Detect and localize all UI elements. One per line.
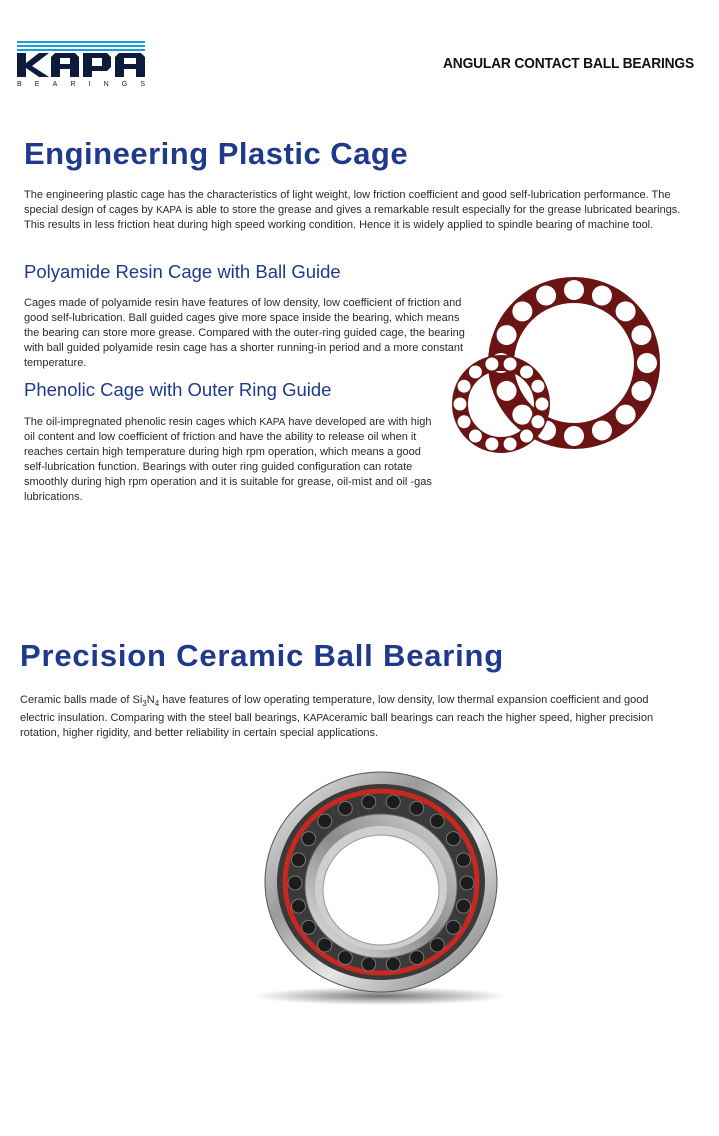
section-title-plastic-cage: Engineering Plastic Cage xyxy=(24,136,409,171)
phenolic-text-1: The oil-impregnated phenolic resin cages which xyxy=(24,416,260,428)
ceramic-bearing-photo xyxy=(250,770,512,1010)
ceramic-text-1: Ceramic balls made of Si xyxy=(20,694,143,706)
logo-tagline: BEARINGS xyxy=(17,81,145,87)
polyamide-body: Cages made of polyamide resin have features of low density, low coefficient of friction and good self-lubrication. Ball guided cages give more space inside the bearing, which means the bearing can store more grease. Compared with the outer-ring guided cage, the bearing with ball guided polyamide resin cage has a shorter running-in period and a more constant temperature. xyxy=(24,297,465,369)
kapa-logo xyxy=(17,41,145,87)
plastic-cage-intro xyxy=(24,188,684,233)
subscript-3: 3 xyxy=(142,699,147,709)
bearing-image xyxy=(250,770,512,1010)
ceramic-intro xyxy=(20,693,680,741)
cage-illustration xyxy=(449,276,664,454)
ceramic-text-3: ceramic ball bearings can reach the higher speed, higher precision rotation, higher rigidity, and better reliability in certain special applications. xyxy=(20,712,654,740)
brand-name: KAPA xyxy=(156,205,183,216)
intro-text-1: The engineering plastic cage has the characteristics of light weight, low friction coefficient and good self-lubrication performance. The special design of cages by xyxy=(24,189,671,216)
cage-rings-image xyxy=(449,276,664,454)
phenolic-body xyxy=(24,415,434,505)
ceramic-text-2: have features of low operating temperature, low density, low thermal expansion coefficient and good electric insulation. Comparing with the steel ball bearings, xyxy=(20,694,649,725)
subsection-title-phenolic: Phenolic Cage with Outer Ring Guide xyxy=(24,379,332,400)
subscript-4: 4 xyxy=(154,699,160,709)
kapa-logo-mark xyxy=(17,41,145,87)
brand-name: KAPA xyxy=(303,713,330,725)
nitrogen-symbol: N xyxy=(146,694,155,706)
brand-name: KAPA xyxy=(259,417,286,428)
section-title-ceramic-bearing: Precision Ceramic Ball Bearing xyxy=(20,638,505,673)
header-title: ANGULAR CONTACT BALL BEARINGS xyxy=(443,55,694,72)
phenolic-text-2: have developed are with high oil content and low coefficient of friction and have the ability to release oil when it reaches certain high temperature during high rpm operation, which means a good self-lubrication function. Bearings with outer ring guided configuration can rotate smoothly during high rpm operation and it is suitable for grease, oil-mist and oil -gas lubrications. xyxy=(24,416,432,503)
intro-text-2: is able to store the grease and gives a remarkable result especially for the grease lubricated bearings. This results in less friction heat during high speed working condition. Hence it is widely applied to spindle bearing of machine tool. xyxy=(24,204,681,231)
subsection-title-polyamide: Polyamide Resin Cage with Ball Guide xyxy=(24,261,341,282)
